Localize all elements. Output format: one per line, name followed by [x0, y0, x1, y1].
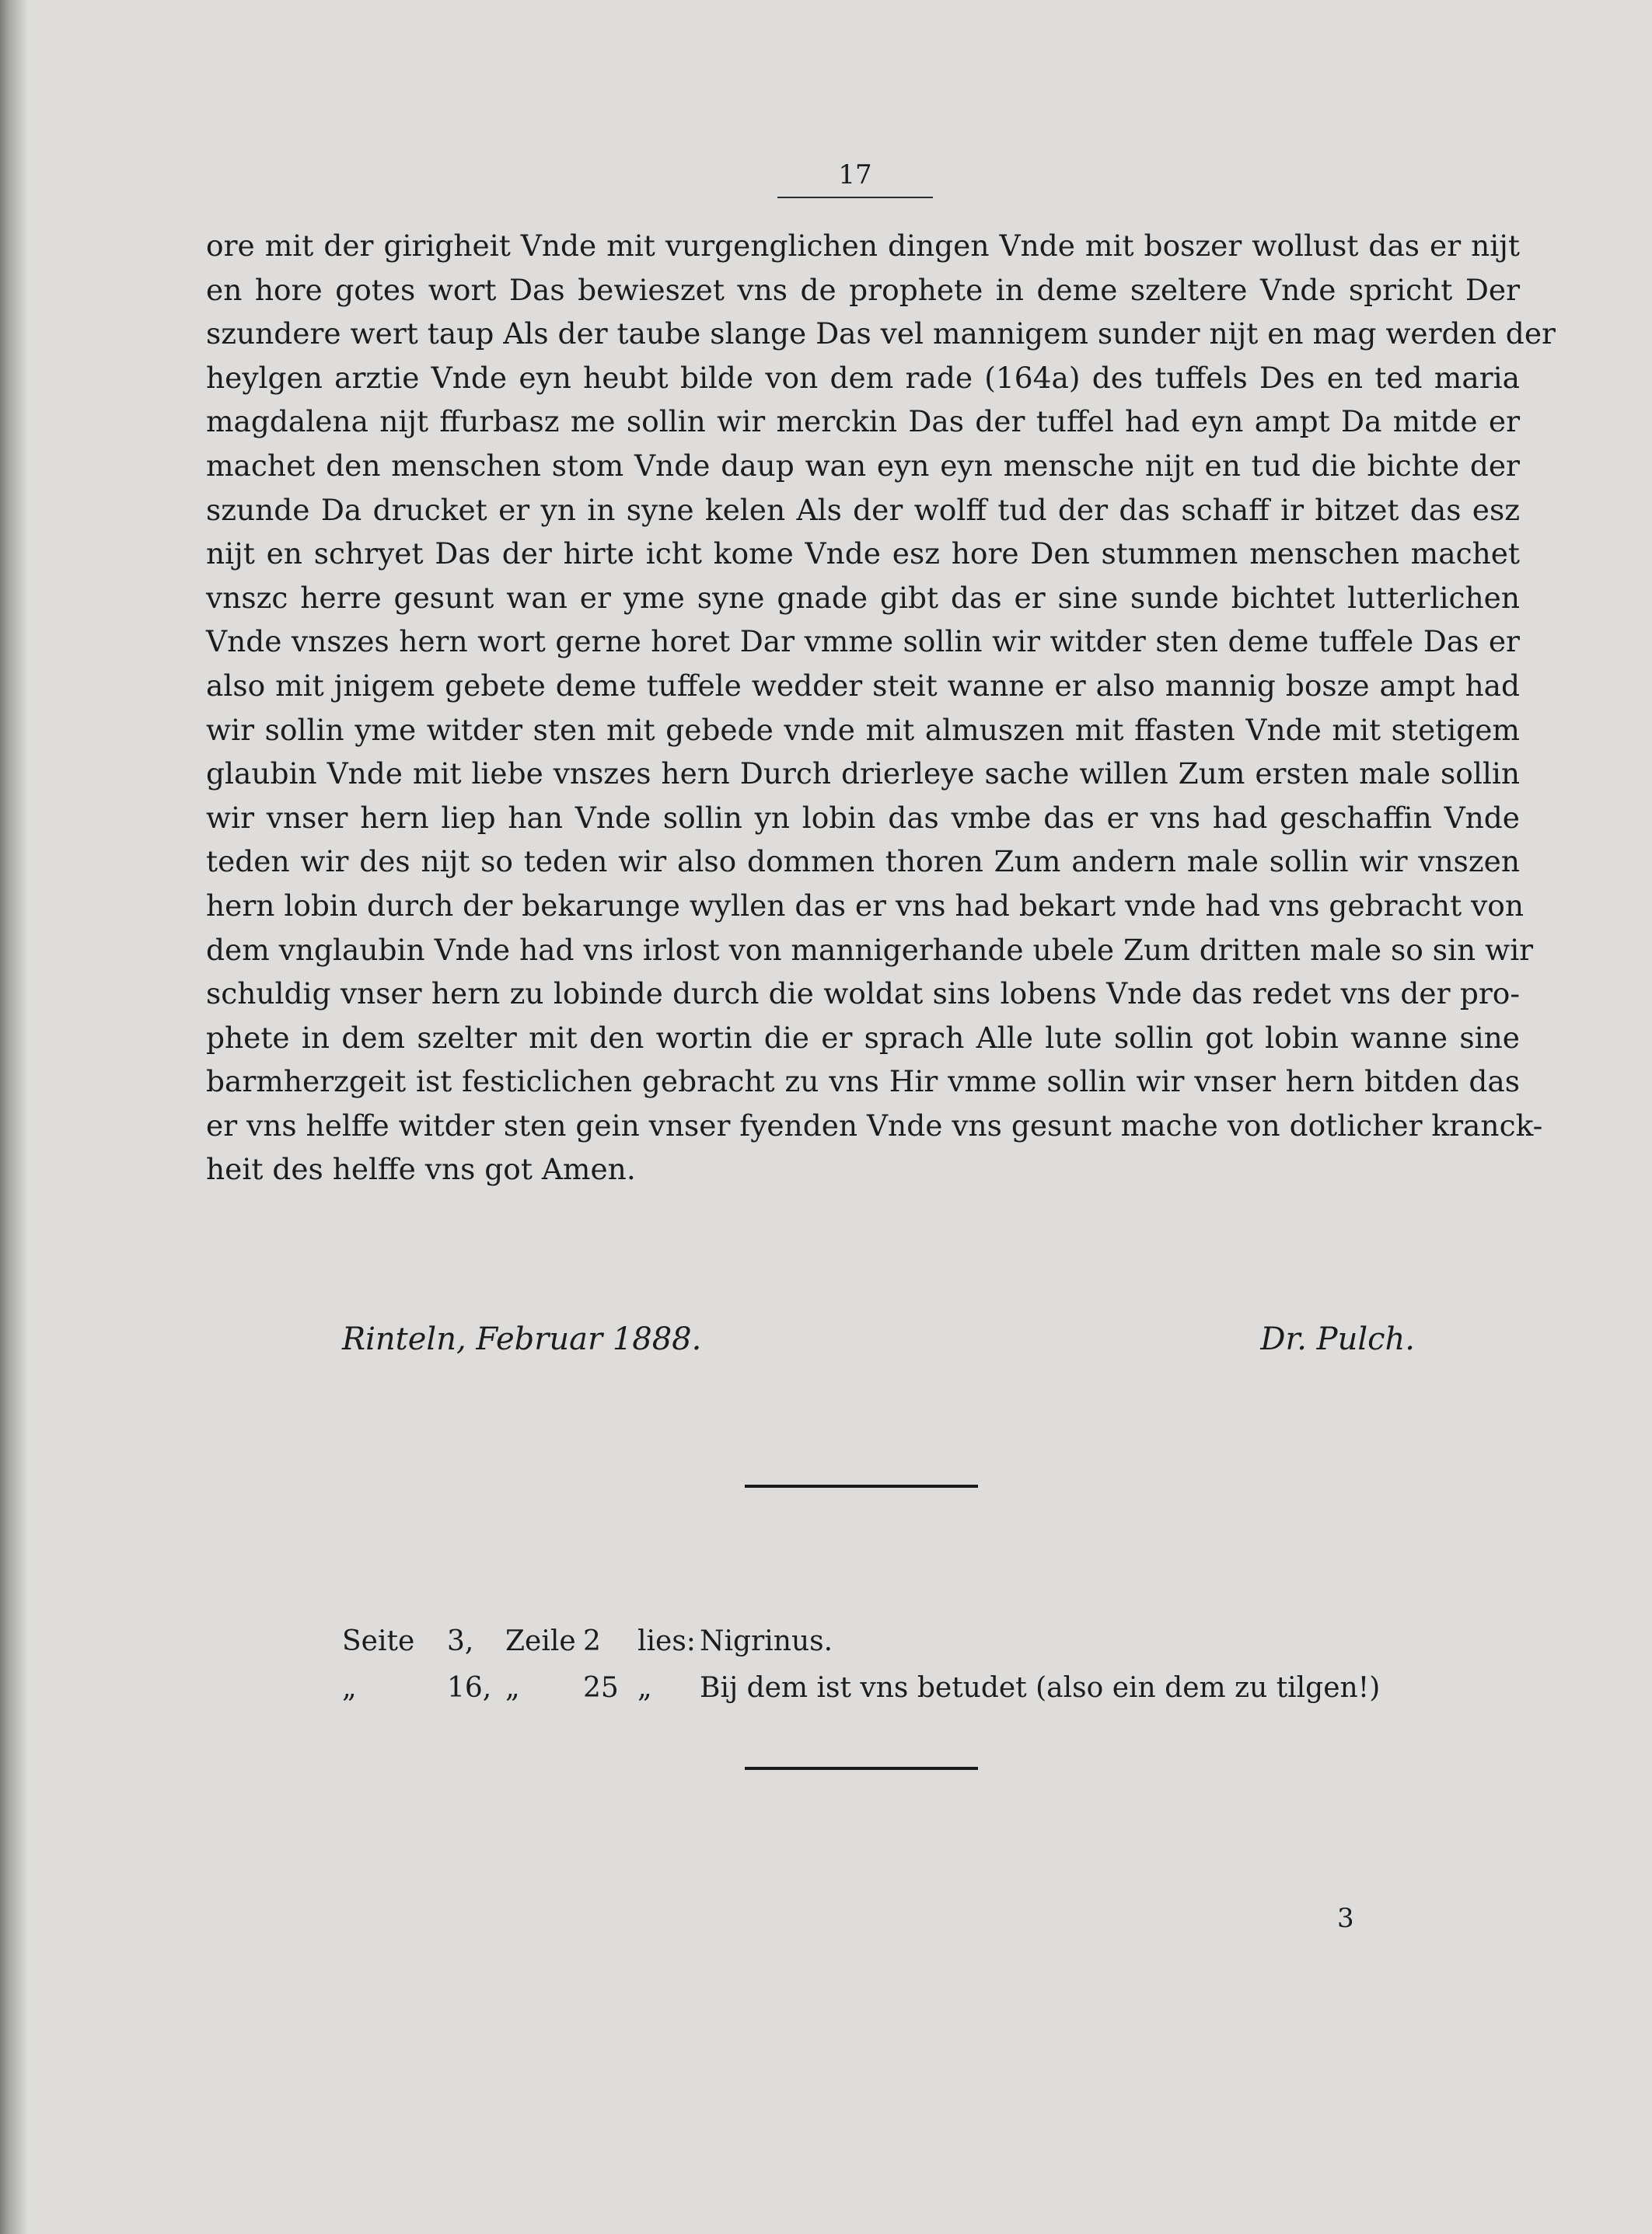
errata-row: [342, 1665, 1430, 1712]
text-line: nijt en schryet Das der hirte icht kome Vnde esz hore Den stummen menschen machet: [206, 536, 1520, 571]
errata-page-label: „: [342, 1672, 357, 1704]
text-line: magdalena nijt ffurbasz me sollin wir merckin Das der tuffel had eyn ampt Da mitde er: [206, 404, 1520, 439]
text-line: also mit jnigem gebete deme tuffele wedder steit wanne er also mannig bosze ampt had: [206, 668, 1520, 703]
divider-rule: [745, 1767, 978, 1770]
signature-mark: 3: [1337, 1903, 1354, 1934]
errata-line-number: 25: [583, 1672, 619, 1704]
place-date: Rinteln, Februar 1888.: [342, 1321, 702, 1357]
author-signature: Dr. Pulch.: [1260, 1321, 1415, 1357]
text-line: szunde Da drucket er yn in syne kelen Als der wolff tud der das schaff ir bitzet das esz: [206, 492, 1520, 527]
text-line: vnszc herre gesunt wan er yme syne gnade gibt das er sine sunde bichtet lutterlichen: [206, 580, 1520, 615]
text-line: dem vnglaubin Vnde had vns irlost von mannigerhande ubele Zum dritten male so sin wir: [206, 932, 1534, 967]
divider-rule: [745, 1485, 978, 1488]
text-line: heit des helffe vns got Amen.: [206, 1152, 636, 1187]
body-text: [206, 224, 1556, 1192]
errata-page-label: Seite: [342, 1625, 415, 1657]
text-line: er vns helffe witder sten gein vnser fyenden Vnde vns gesunt mache von dotlicher kranck-: [206, 1108, 1543, 1143]
text-line: hern lobin durch der bekarunge wyllen das er vns had bekart vnde had vns gebracht von: [206, 888, 1524, 923]
text-line: wir vnser hern liep han Vnde sollin yn lobin das vmbe das er vns had geschaffin Vnde: [206, 800, 1520, 835]
text-line: wir sollin yme witder sten mit gebede vnde mit almuszen mit ffasten Vnde mit stetigem: [206, 712, 1520, 747]
text-line: teden wir des nijt so teden wir also dommen thoren Zum andern male sollin wir vnszen: [206, 844, 1520, 879]
errata-section: [342, 1618, 1430, 1712]
text-line: heylgen arztie Vnde eyn heubt bilde von dem rade (164a) des tuffels Des en ted maria: [206, 360, 1520, 395]
text-line: en hore gotes wort Das bewieszet vns de prophete in deme szeltere Vnde spricht Der: [206, 272, 1520, 307]
errata-row: [342, 1618, 1430, 1665]
errata-read-label: lies:: [637, 1625, 696, 1657]
text-line: phete in dem szelter mit den wortin die er sprach Alle lute sollin got lobin wanne sine: [206, 1020, 1520, 1055]
errata-line-label: „: [505, 1672, 520, 1704]
page-number: 17: [777, 159, 933, 198]
text-line: barmherzgeit ist festiclichen gebracht zu vns Hir vmme sollin wir vnser hern bitden das: [206, 1064, 1520, 1099]
errata-read-label: „: [637, 1672, 652, 1704]
text-line: ore mit der girigheit Vnde mit vurgenglichen dingen Vnde mit boszer wollust das er nijt: [206, 229, 1520, 263]
text-line: szundere wert taup Als der taube slange Das vel mannigem sunder nijt en mag werden der: [206, 316, 1556, 351]
errata-page-number: 16,: [447, 1672, 492, 1704]
errata-correction: Nigrinus.: [700, 1625, 833, 1657]
text-line: machet den menschen stom Vnde daup wan eyn eyn mensche nijt en tud die bichte der: [206, 448, 1520, 483]
errata-line-label: Zeile: [505, 1625, 576, 1657]
text-line: glaubin Vnde mit liebe vnszes hern Durch drierleye sache willen Zum ersten male sollin: [206, 756, 1520, 791]
text-line: schuldig vnser hern zu lobinde durch die woldat sins lobens Vnde das redet vns der pro-: [206, 976, 1520, 1011]
text-line: Vnde vnszes hern wort gerne horet Dar vmme sollin wir witder sten deme tuffele Das er: [206, 624, 1520, 659]
page-binding-edge: [0, 0, 28, 2234]
signature-row: [342, 1321, 1415, 1368]
errata-correction: Bij dem ist vns betudet (also ein dem zu tilgen!): [700, 1672, 1381, 1704]
errata-page-number: 3,: [447, 1625, 474, 1657]
errata-line-number: 2: [583, 1625, 601, 1657]
